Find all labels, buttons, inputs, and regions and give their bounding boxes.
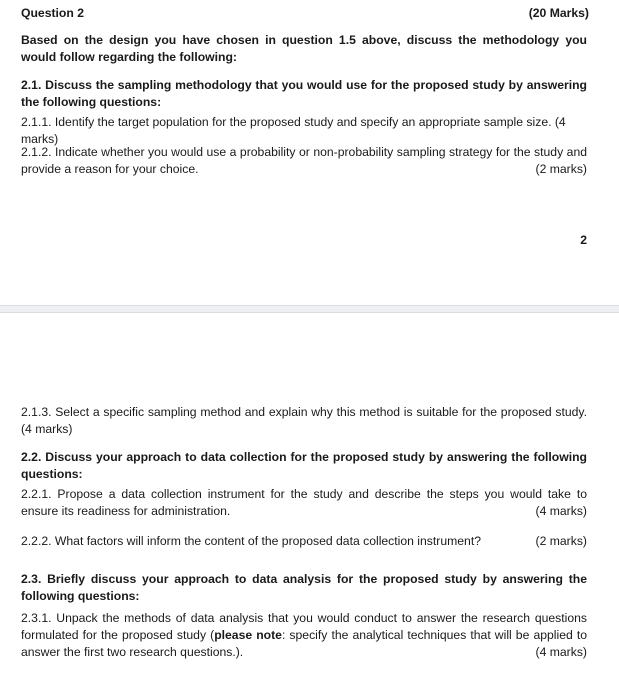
question-2-1-1: 2.1.1. Identify the target population for the proposed study and specify an appropriate sample size. (4 marks) xyxy=(21,115,566,146)
question-2-3-1 xyxy=(21,610,587,661)
document-page-1 xyxy=(0,0,619,305)
question-2-2-2-marks: (2 marks) xyxy=(535,534,587,548)
section-2-1-heading: 2.1. Discuss the sampling methodology that you would use for the proposed study by answering the following questions: xyxy=(21,78,587,109)
section-2-2-heading: 2.2. Discuss your approach to data collection for the proposed study by answering the following questions: xyxy=(21,450,587,481)
question-2-2-1-text: 2.2.1. Propose a data collection instrument for the study and describe the steps you would take to ensure its readiness for administration. xyxy=(21,487,587,518)
question-2-3-1-pre: 2.3.1. Unpack the methods of data analysis that you would conduct to answer the research questions formulated for the proposed study ( xyxy=(21,611,587,642)
question-2-1-2-text: 2.1.2. Indicate whether you would use a probability or non-probability sampling strategy for the study and provide a reason for your choice. xyxy=(21,145,587,176)
question-2-2-2 xyxy=(21,533,587,550)
question-2-3-1-note-label: please note xyxy=(214,628,282,642)
question-2-2-1-marks: (4 marks) xyxy=(535,504,587,518)
section-2-3-heading: 2.3. Briefly discuss your approach to data analysis for the proposed study by answering the following questions: xyxy=(21,572,587,603)
question-2-1-3: 2.1.3. Select a specific sampling method and explain why this method is suitable for the proposed study. (4 marks) xyxy=(21,405,587,436)
question-2-3-1-marks: (4 marks) xyxy=(535,645,587,659)
question-2-1-2-marks: (2 marks) xyxy=(535,162,587,176)
question-2-1-2 xyxy=(21,144,587,178)
question-intro: Based on the design you have chosen in question 1.5 above, discuss the methodology you would follow regarding the following: xyxy=(21,33,587,64)
page-break-divider xyxy=(0,305,619,313)
question-2-3-1-post: : specify the analytical techniques that will be applied to answer the first two research questions.). xyxy=(21,628,588,659)
question-2-2-1 xyxy=(21,486,587,520)
question-header xyxy=(21,5,587,22)
question-title: Question 2 xyxy=(21,6,84,20)
page-number: 2 xyxy=(580,233,587,247)
question-2-2-2-text: 2.2.2. What factors will inform the content of the proposed data collection instrument? xyxy=(21,534,481,548)
question-marks: (20 Marks) xyxy=(528,6,589,20)
document-page-2 xyxy=(0,313,619,680)
